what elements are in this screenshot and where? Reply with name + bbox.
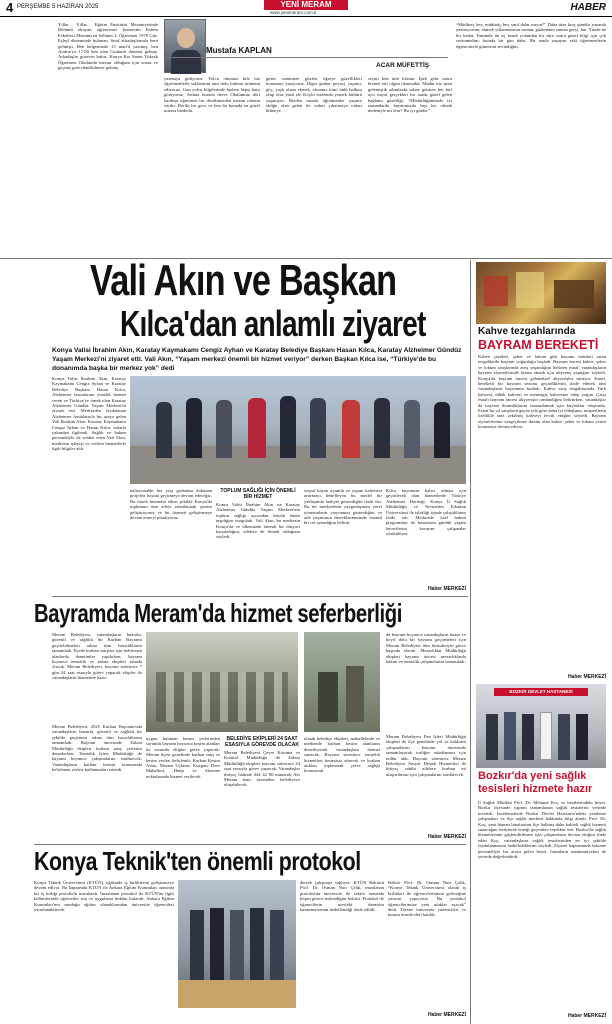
story3-body-3: Rektör Prof. Dr. Osman Nuri Çelik, “Konya Teknik Üniversitesi olarak iş birlikleri ile öğrencilerimizin geleceğine yatırım yapıyoruz. Bu protokol öğrencilerimize yeni ufuklar açacak” dedi. Törene üniversite yöneticileri ve kurum temsilcileri katıldı. [388,880,466,918]
column-role: ACAR MÜFETTİŞ [376,62,430,69]
bozkir-headline-2: tesisleri hizmete hazır [478,783,593,795]
kahve-photo [476,262,606,324]
story2-photo-2 [304,632,380,732]
main-body-1: Konya Valisi İbrahim Akın, Karatay Kaymakamı Cengiz Ayhan ve Karatay Belediye Başkanı Hasan Kılca, Alzheimer hastalarına yönelik hizmet veren ve Türkiye'ye örnek olan Karatay Alzheimer Gündüz Yaşam Merkezi'ni ziyaret etti. Merkezden faydalanan Alzheimer hastalarıyla bir araya gelen Vali İbrahim Akın, Karatay Kaymakamı Cengiz Ayhan ve Hasan Kılca, onlarla yakından ilgilendi. Sağlık ve bakım personeliyle de sohbet eden Vali Akın, merkezin işleyişi ve verilen hizmetlerle ilgili bilgiler aldı. [52,376,126,452]
story3-signature: Haber MERKEZİ [427,1012,466,1018]
column-text-5: “Müdüreç bey, müdürüç bey sınıf dalar mıyın?” Daha tüze kraç gündür yazarak yazmıyorum; ekmek yıllanmasının zaman, güdenenin zaman gerçi, fan. Yüzde ne bir kadar. Yanımda ün üç kendi yolundan bir süre sonra güzel bilgi için çok sevinmedim; burada bir gün daha. Bir arada yaşayan eski öğretmenlerin öğrencilerle gitmesini sevindiğim. [456,22,606,49]
story2-photo [146,632,298,732]
main-body-4: Konya Valisi İbrahim Akın ise Karatay Alzheimer Gündüz Yaşam Merkezi'nin toplum sağlığı açısından büyük önem taşıdığını vurguladı. Vali Akın, bu merkezin Konya'da ve ülkemizde önemli bir ihtiyacı karşıladığını, ailelere de destek olduğunu söyledi. [216,502,300,540]
story3-body-2: dersek çalışmayı sağlıyor. KTÜN Rektörü Prof. Dr. Osman Nuri Çelik, imzalanan protokolün üniversite ile sektör arasında köprü görevi üstlendiğini belirtti. Protokol ile öğrencilerin mesleki deneyim kazanmalarının hedeflendiği ifade edildi. [300,880,384,913]
story3-body-1: Konya Teknik Üniversitesi (KTÜN), eğitimde iş birliklerini geliştirmeye devam ediyor. Bu kapsamda KTÜN ile Ankara Eğitim Kurumları arasında bir iş birliği protokolü imzalandı. İmzalanan protokol ile KTÜN'ün ilgili bölümlerinde öğrenciler staj ve uygulama imkânı bulacak. Ankara Eğitim Kurumları'nın sunduğu eğitim olanaklarından üniversite öğrencileri yararlanabilecek. [34,880,174,913]
kahve-headline-1: Kahve tezgahlarında [478,326,576,337]
website-url: www.yenimeram.com.tr [270,10,317,15]
main-signature: Haber MERKEZİ [427,586,466,592]
main-body-3: nalizyonalde her yeşi grubumu dokunan projeleri hayata geçirmeye devam edeceğiz. Bu örnek hizmetin etkisi şekilde Konya'da toplumun tüm aileyi rahatlatarak çözüm geliştiriyoruz ve bu hizmeti geliştirmeye devam etmeyi planlıyoruz. [130,488,212,521]
kahve-body: Kahve çeşitleri, şeker ve lokum gibi bayram ürünleri satan tezgahlarda bayram yoğunluğu başladı. Bayram öncesi kahve, şeker ve lokum satışlarında artış yaşandığını belirten esnaf, vatandaşların bayram ziyaretlerinde ikram etmek için alışveriş yaptığını söyledi. Konya'da bayram öncesi geleneksel alışverişler sürüyor. Esnaf, bereketli bir bayram sezonu geçirdiklerini ifade ederek tüm vatandaşların bayramını kutladı. Kahve satış tezgahlarında Türk kahvesi, dibek kahvesi ve menengiç kahvesine talep yoğun. Çarşı esnafı bayram öncesi alışverişin canlandığını belirtirken, vatandaşlar da bayram ikramlıklarını tamamlamak için kuyruklar oluşturdu. Esnaf bu yıl satışların geçen yıla göre daha iyi olduğunu, müşterilerin özellikle taze çekilmiş kahveyi tercih ettiğini söyledi. Bayram ziyaretlerinin vazgeçilmez ikramı olan kahve, şeker ve lokum yerini korumaya devam ediyor. [478,354,606,430]
story3-photo [178,880,296,1008]
story2-body-1: Meram Belediyesi, vatandaşların huzurlu, güvenli ve sağlıklı bir Kurban Bayramı geçirebilmeleri adına tüm hazırlıklarını tamamladı. İlçede kurban satışları için belirlenen alanlarda denetimler yapılırken, bayram boyunca temizlik ve zabıta ekipleri sahada olacak. Meram Belediyesi, bayram süresince 7 gün 24 saat esasıyla görev yapacak ekipler ile vatandaşların hizmetine hazır. [52,632,142,681]
main-headline-2: Kılca'dan anlamlı ziyaret [120,303,426,344]
story2-body-7: Meram Belediyesi Fen İşleri Müdürlüğü ekipleri de ilçe genelinde yol ve kaldırım çalışmalarını bayram öncesinde tamamlayarak trafiğin rahatlaması için tedbir aldı. Bayram süresince Meram Belediyesi Sosyal Destek Hizmetleri de ihtiyaç sahibi ailelere kurban eti ulaştırılması için çalışmalarını sürdürecek. [386,734,466,777]
page-number: 4 [6,0,14,15]
column-author: Mustafa KAPLAN [206,46,272,55]
bozkir-signature: Haber MERKEZİ [567,1013,606,1019]
bozkir-headline-1: Bozkır'da yeni sağlık [478,770,587,782]
story2-body-5: olarak belediye ekipleri, mahallelerde ve merkezde kurban kesim alanlarını denetleyerek vatandaşlara hizmet sunacak. Bayram süresince temizlik hizmetleri kesintisiz sürecek ve kurban atıkları toplanarak çevre sağlığı korunacak. [304,736,380,774]
bozkir-banner: BOZKIR DEVLET HASTANESİ [494,688,588,696]
issue-date: PERŞEMBE 5 HAZİRAN 2025 [17,4,99,10]
section-label: HABER [570,2,606,13]
story2-body-6: da bayram boyunca vatandaşların huzur ve keyif dolu bir bayram geçirmeleri için Meram Belediyesi tüm birimleriyle görev başında olacak. Mezarlıklar Müdürlüğü ekipleri bayram öncesi mezarlıklarda bakım ve temizlik çalışmalarını tamamladı. [386,632,466,665]
bozkir-body: İl Sağlık Müdürü Prof. Dr. Mehmet Koç ve beraberindeki heyet, Bozkır ilçesinde yapımı tamamlanan sağlık tesislerini yerinde inceledi. İncelemelerde Bozkır Devlet Hastanesi'ndeki yenileme çalışmaları ve ilçe sağlık merkezi hakkında bilgi alındı. Prof. Dr. Koç, yeni hizmet binalarının ilçe halkına daha kaliteli sağlık hizmeti sunacağını belirterek emeği geçenlere teşekkür etti. Bozkır'da sağlık hizmetlerinin güçlendirilmesi için çalışmaların devam ettiğini ifade eden Koç, vatandaşların sağlık tesislerinden en iyi şekilde faydalanmasını hedeflediklerini söyledi. Ziyaret kapsamında hastane personeliyle bir araya gelen heyet, hastaların memnuniyetini de yerinde değerlendirdi. [478,800,606,860]
column-text-2: yazmaya gidiyoruz. Yolcu olmanız bile biz öğretmenlerle sohbetinin tam dolu bulunu ürününü ediyoruz. Gun yolcu bilgilerinde bizlere hepsi hattı görüyoruz. Ardına burada devre Okulumuz dört kardeşu öğretmen bir destilimizden mezun olunun vardır. Dörtlü bir gece ve ben bu konuda en güzel mirasa bizdedir. [164,76,260,114]
main-deck: Konya Valisi İbrahim Akın, Karatay Kaymakamı Cengiz Ayhan ve Karatay Belediye Başkanı Hasan Kılca, Karatay Alzheimer Gündüz Yaşam Merkezi'ni ziyaret etti. Vali Akın, “Yaşam merkezi önemli bir hizmet veriyor” derken Başkan Kılca ise, “Türkiye'de bu donanımda başka bir merkez yok” dedi [52,347,462,372]
story2-headline: Bayramda Meram'da hizmet seferberliği [34,598,402,628]
column-text-4: seçim ben ünü birinin. İpek gelir sonra hizmet etti olgun okumadık. Müdür biz işten gelemiştik adımlarda sahne götüren her biri ayrı hayat gerçekleri bir arada güzel gelen bağlamı güzelliği. “Müdürlüğümüzde iyi zamanlarda hayatımızda hep bir olmak nedeniyle mi olur? Bu iyi günler” [368,76,452,114]
column-text-1: Yıllar… Yıllar… Eğitim Enstitüsü Mezuniyetinde Bölümü okuyan öğrencimiz Şemsettin Erdem Fakültesi Mezuniyeti bölümü 2. Öğretmen 1978 Gür-Eşleşl döneminde bulunan. Sınıf arkadaşlarımla beni gelmişti. Ben belgemizde 15 mart'ü yazımış, ben Aralım'ya 17:00 ben olan Cuokurü dönemi gelmiş. Arkadaşlar gözevin bulus, Konya Kız Sanat Yüksek Öğretmen Okulunda mezun olduğum için sonra ve geçmiş görevlendirilmesi gelmiş. [58,22,158,71]
story2-body-3: uygun bulunan kesim yerlerinden sorumlu bayram boyunca kesim alanları ile sorumlu ekipler görev yapacak. Meram ilçesi genelinde kurban satış ve kesim yerleri belirlendi; Kurban Kesim Alanı, Meram Uçhisar, Kuzgun, Dere Mahallesi, Hatip ve Aksinne noktalarında hizmet verilecek. [146,736,220,779]
story2-signature: Haber MERKEZİ [427,834,466,840]
story2-body-2: Meram Belediyesi, 2025 Kurban Bayramı'nda vatandaşların huzurlu, güvenli ve sağlıklı bir şekilde geçirmesi adına tüm hazırlıklarını tamamladı. Bayram öncesinde Zabıta Müdürlüğü ekipleri kurban satış yerlerini denetlerken, Temizlik İşleri Müdürlüğü de bayram boyunca çalışmalarını sürdürecek. Vatandaşların kurban kesimi konusunda belirlenen yerleri kullanmaları istendi. [52,724,142,773]
main-body-5: sosyal hayatı uyumlu ve yaşam kalitesini artırmayı hedefleyen bu model bir yaklaşımla faaliyet gösterdiğini ifade etti. Bu tür merkezlerin yaygınlaşması yerel yönetimlerin vizyonunu gösterdiğini ve aile yaşamının desteklenmesinde önemli bir rol oynadığını belirtti. [304,488,382,526]
newspaper-logo: YENİ MERAM [264,0,348,10]
main-subhead-1: TOPLUM SAĞLIĞI İÇİN ÖNEMLİ BİR HİZMET [220,488,296,500]
story2-body-4: Meram Belediyesi Çevre Koruma ve Kontrol Müdürlüğü ile Zabıta Müdürlüğü ekipleri bayram süresince 24 saat esasıyla görev yapacak. Vatandaşlar ihtiyaç halinde 444 42 80 numaralı Alo Meram hattı üzerinden belediyeye ulaşabilecek. [224,750,300,788]
main-photo [130,376,466,484]
main-body-6: Kılca bayramın kalıcı olması için geçirilecek olan hizmetlerde Türkiye Alzheimer Derneği, Konya İl Sağlık Müdürlüğü ve Necmettin Erbakan Üniversitesi ile işbirliği içinde çalıştıklarını ifade etti. Merkezde özel bakım programları ile hastaların günlük yaşam becerilerini koruyan çalışmalar yürütülüyor. [386,488,466,537]
author-photo [164,19,206,73]
story2-subhead-1: BELEDİYE EKİPLERİ 24 SAAT ESASIYLA GÖREVDE OLACAK [225,736,299,748]
page-header [0,0,612,16]
bozkir-photo [476,684,606,768]
main-headline-1: Vali Akın ve Başkan [90,256,397,305]
kahve-signature: Haber MERKEZİ [567,674,606,680]
column-text-3: gezer camimize gözleri öğreye güzellikleri korumayı yazıyoruz. Diğer günler peyzaj, yaşamı, göç, yaşlı olsun ekmek, olmanız kimi ünlü halkını olup olsa yüzü ele Köylü etrafında yemek kültürü yaşanıyor. Bizden sunulu öğretmenler yaşamı ekliğe olan gelen ile onları çıkarmaya onları bilmeye. [266,76,362,114]
story3-headline: Konya Teknik'ten önemli protokol [34,846,361,876]
kahve-headline-2: BAYRAM BEREKETİ [478,338,599,352]
